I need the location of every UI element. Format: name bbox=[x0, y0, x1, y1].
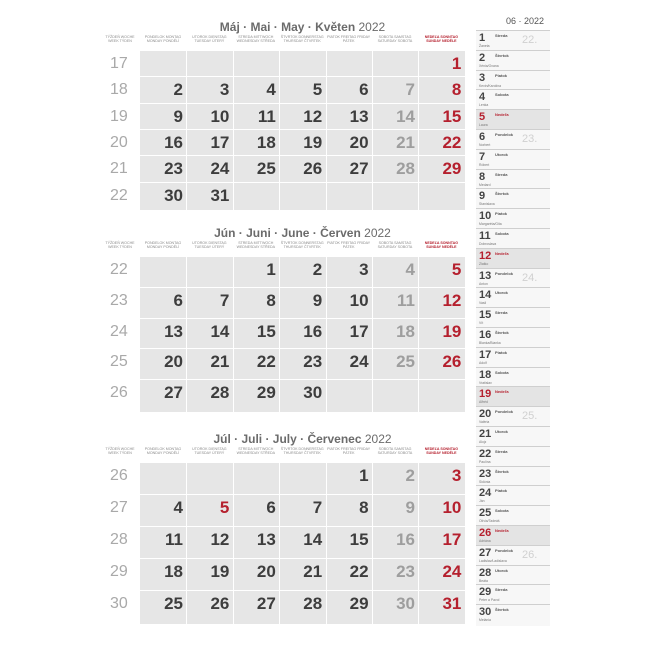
sidebar-weekday: Streda bbox=[495, 171, 508, 177]
day-cell[interactable]: 9 bbox=[173, 106, 183, 126]
sidebar-day-row[interactable] bbox=[476, 386, 550, 406]
day-cell[interactable]: 21 bbox=[303, 562, 323, 581]
sidebar-weekday: Štvrtok bbox=[495, 330, 509, 335]
day-cell[interactable]: 31 bbox=[210, 185, 230, 205]
month-title bbox=[140, 432, 465, 446]
month-year: 2022 bbox=[364, 226, 391, 240]
sidebar-weekday: Piatok bbox=[495, 72, 508, 78]
day-cell[interactable]: 27 bbox=[164, 383, 183, 403]
day-cell[interactable]: 23 bbox=[396, 562, 415, 581]
month-title-text: Júl · Juli · July · Červenec bbox=[213, 432, 365, 446]
day-cell[interactable]: 4 bbox=[266, 80, 276, 100]
sidebar-nameday: Adolf bbox=[479, 360, 487, 365]
week-number: 22 bbox=[110, 261, 128, 278]
week-number: 30 bbox=[110, 595, 128, 612]
grid-line-h bbox=[100, 348, 465, 349]
day-cell[interactable]: 8 bbox=[451, 80, 462, 100]
grid-line-h bbox=[100, 526, 465, 527]
grid-line-h bbox=[100, 50, 465, 51]
sidebar-day-number: 29 bbox=[479, 586, 492, 599]
grid-line-h bbox=[100, 155, 465, 156]
grid-line-h bbox=[100, 182, 465, 183]
day-cell[interactable]: 26 bbox=[303, 159, 323, 179]
sidebar-nameday: Ladislav/Ladislava bbox=[479, 558, 507, 563]
header-mon: PONDELOK MONTAG MONDAY PONDĚLÍ bbox=[144, 241, 182, 250]
day-cell[interactable]: 10 bbox=[442, 498, 462, 517]
day-cell[interactable]: 22 bbox=[256, 352, 276, 372]
day-cell[interactable]: 25 bbox=[396, 352, 415, 372]
day-cell[interactable]: 18 bbox=[164, 562, 183, 581]
month-year: 2022 bbox=[364, 432, 392, 446]
sidebar-nameday: Zlatko bbox=[479, 261, 489, 266]
sidebar-nameday: Laura bbox=[479, 123, 488, 128]
day-cell[interactable]: 28 bbox=[396, 159, 415, 179]
day-cell[interactable]: 6 bbox=[266, 498, 276, 517]
sidebar-week-number: 24. bbox=[522, 271, 538, 284]
sidebar-day-row[interactable] bbox=[476, 70, 550, 90]
sidebar-day-number: 5 bbox=[479, 111, 486, 124]
sidebar-weekday: Piatok bbox=[495, 488, 508, 494]
sidebar-weekday: Utorok bbox=[495, 429, 508, 434]
day-cell[interactable]: 8 bbox=[359, 498, 369, 517]
sidebar-weekday: Pondelok bbox=[495, 409, 514, 415]
grid-line-v bbox=[233, 50, 234, 210]
sidebar-day-row[interactable] bbox=[476, 188, 550, 208]
sidebar-day-row[interactable] bbox=[476, 485, 550, 505]
sidebar-nameday: Ján bbox=[479, 499, 485, 504]
sidebar-weekday: Sobota bbox=[495, 369, 509, 375]
sidebar-day-number: 4 bbox=[479, 91, 486, 104]
day-cell[interactable]: 1 bbox=[266, 260, 276, 279]
day-cell[interactable]: 23 bbox=[164, 159, 183, 179]
day-cell[interactable]: 30 bbox=[164, 185, 183, 205]
header-tue: UTOROK DIENSTAG TUESDAY ÚTERÝ bbox=[192, 241, 227, 250]
sidebar-weekday: Streda bbox=[495, 33, 508, 38]
sidebar-nameday: Alojz bbox=[479, 440, 487, 444]
sidebar-day-row[interactable] bbox=[476, 406, 550, 426]
day-cell[interactable]: 30 bbox=[303, 383, 323, 403]
sidebar-day-row[interactable] bbox=[476, 327, 550, 347]
day-cell[interactable]: 16 bbox=[396, 530, 415, 549]
sidebar-day-number: 16 bbox=[479, 329, 492, 341]
week-number: 28 bbox=[110, 531, 128, 548]
day-cell[interactable]: 24 bbox=[210, 159, 230, 179]
header-tue: UTOROK DIENSTAG TUESDAY ÚTERÝ bbox=[192, 35, 227, 44]
day-cell[interactable]: 5 bbox=[219, 498, 230, 517]
day-cell[interactable]: 16 bbox=[164, 133, 183, 152]
day-cell[interactable]: 20 bbox=[256, 562, 276, 581]
sidebar-weekday: Štvrtok bbox=[495, 52, 509, 58]
day-cell[interactable]: 11 bbox=[165, 530, 183, 549]
sidebar-day-row[interactable] bbox=[476, 525, 550, 545]
sidebar-day-number: 15 bbox=[479, 309, 492, 322]
sidebar-day-row[interactable] bbox=[476, 505, 550, 525]
day-cell[interactable]: 5 bbox=[312, 80, 323, 100]
sidebar-nameday: Vít bbox=[479, 321, 484, 326]
week-number: 27 bbox=[110, 499, 128, 516]
month-year: 2022 bbox=[358, 20, 386, 34]
day-cell[interactable]: 8 bbox=[266, 290, 276, 310]
month-title-text: Máj · Mai · May · Květen bbox=[219, 20, 359, 34]
day-cell[interactable]: 11 bbox=[397, 290, 415, 310]
sidebar-day-number: 30 bbox=[479, 606, 492, 619]
sidebar-weekday: Pondelok bbox=[495, 547, 514, 553]
header-sat: SOBOTA SAMSTAG SATURDAY SOBOTA bbox=[377, 241, 413, 250]
day-cell[interactable]: 24 bbox=[349, 352, 369, 372]
sidebar-weekday: Streda bbox=[495, 587, 508, 593]
day-cell[interactable]: 18 bbox=[256, 133, 276, 152]
header-wed: STREDA MITTWOCH WEDNESDAY STŘEDA bbox=[236, 241, 275, 250]
sidebar-weekday: Utorok bbox=[495, 151, 508, 157]
week-number: 21 bbox=[110, 160, 128, 178]
sidebar-day-number: 17 bbox=[479, 348, 492, 361]
header-sun: NEDEĽA SONNTAG SUNDAY NEDĚLE bbox=[424, 35, 459, 44]
day-cell[interactable]: 19 bbox=[210, 562, 230, 581]
day-cell[interactable]: 17 bbox=[210, 133, 230, 152]
day-cell[interactable]: 20 bbox=[349, 133, 369, 152]
sidebar-nameday: Xénia/Oxana bbox=[479, 63, 499, 68]
sidebar-day-row[interactable] bbox=[476, 268, 550, 288]
day-cell[interactable]: 13 bbox=[349, 106, 369, 126]
sidebar-weekday: Piatok bbox=[495, 211, 508, 217]
sidebar-nameday: Alfréd bbox=[479, 400, 488, 405]
sidebar-weekday: Štvrtok bbox=[495, 607, 509, 613]
day-cell[interactable]: 13 bbox=[256, 530, 276, 549]
sidebar-nameday: Norbert bbox=[479, 143, 491, 147]
day-cell[interactable]: 16 bbox=[303, 321, 323, 341]
day-cell[interactable]: 11 bbox=[257, 106, 276, 126]
day-cell[interactable]: 25 bbox=[164, 594, 183, 613]
day-cell[interactable]: 13 bbox=[164, 321, 183, 341]
grid-line-h bbox=[100, 287, 465, 288]
week-number: 23 bbox=[110, 291, 128, 309]
month-title bbox=[140, 226, 465, 240]
day-cell[interactable]: 28 bbox=[210, 383, 230, 403]
day-cell[interactable]: 2 bbox=[173, 80, 183, 100]
grid-line-h bbox=[100, 256, 465, 257]
day-cell[interactable]: 9 bbox=[405, 498, 415, 517]
day-cell[interactable]: 3 bbox=[359, 260, 369, 279]
sidebar-day-number: 18 bbox=[479, 368, 492, 381]
header-sat: SOBOTA SAMSTAG SATURDAY SOBOTA bbox=[377, 447, 413, 456]
sidebar-weekday: Sobota bbox=[495, 92, 509, 98]
sidebar-day-row[interactable] bbox=[476, 426, 550, 446]
sidebar-day-row[interactable] bbox=[476, 30, 550, 50]
sidebar-day-row[interactable] bbox=[476, 149, 550, 169]
sidebar-day-row[interactable] bbox=[476, 466, 550, 486]
sidebar-weekday: Streda bbox=[495, 448, 508, 454]
week-number: 26 bbox=[110, 467, 128, 484]
sidebar-nameday: Melánia bbox=[479, 618, 491, 623]
header-week: TÝŽDEŇ WOCHE WEEK TÝDEN bbox=[105, 35, 135, 44]
sidebar-header: 06 · 2022 bbox=[506, 16, 545, 26]
sidebar-day-number: 8 bbox=[479, 170, 486, 183]
header-thu: ŠTVRTOK DONNERSTAG THURSDAY ČTVRTEK bbox=[280, 35, 324, 44]
day-cell[interactable]: 24 bbox=[442, 562, 462, 581]
header-sat: SOBOTA SAMSTAG SATURDAY SOBOTA bbox=[377, 35, 413, 44]
sidebar-day-row[interactable] bbox=[476, 228, 550, 248]
header-wed: STREDA MITTWOCH WEDNESDAY STŘEDA bbox=[236, 447, 275, 456]
sidebar-nameday: Sidónia bbox=[479, 479, 491, 484]
grid-line-h bbox=[100, 590, 465, 591]
header-mon: PONDELOK MONTAG MONDAY PONDĚLÍ bbox=[144, 35, 182, 44]
sidebar-nameday: Medard bbox=[479, 182, 491, 187]
month-title bbox=[140, 20, 465, 34]
day-cell[interactable]: 25 bbox=[256, 159, 276, 179]
sidebar-nameday: Stanislava bbox=[479, 202, 495, 207]
day-cell[interactable]: 26 bbox=[442, 352, 462, 372]
sidebar-weekday: Štvrtok bbox=[495, 191, 509, 197]
day-cell[interactable]: 22 bbox=[349, 562, 369, 581]
sidebar-nameday: Róbert bbox=[479, 162, 490, 167]
day-cell[interactable]: 10 bbox=[210, 106, 230, 126]
sidebar bbox=[476, 16, 550, 636]
sidebar-weekday: Piatok bbox=[495, 349, 508, 355]
sidebar-nameday: Margaréta/Gita bbox=[479, 222, 502, 227]
sidebar-day-number: 19 bbox=[479, 388, 492, 401]
day-cell[interactable]: 15 bbox=[349, 530, 369, 549]
sidebar-day-row[interactable] bbox=[476, 248, 550, 268]
day-cell[interactable]: 29 bbox=[349, 594, 369, 613]
sidebar-day-number: 20 bbox=[479, 408, 492, 421]
week-number: 29 bbox=[110, 563, 128, 580]
week-number: 18 bbox=[110, 81, 128, 99]
sidebar-nameday: Kevin/Karolína bbox=[479, 83, 502, 88]
sidebar-day-number: 26 bbox=[479, 527, 492, 539]
grid-line-h bbox=[100, 558, 465, 559]
sidebar-day-row[interactable] bbox=[476, 565, 550, 585]
sidebar-day-number: 6 bbox=[479, 131, 486, 143]
day-cell[interactable]: 6 bbox=[359, 80, 369, 100]
sidebar-week-number: 22. bbox=[522, 34, 538, 46]
sidebar-day-number: 3 bbox=[479, 71, 486, 84]
day-cell[interactable]: 7 bbox=[312, 498, 323, 517]
header-fri: PIATOK FREITAG FRIDAY PÁTEK bbox=[327, 447, 371, 456]
sidebar-day-row[interactable] bbox=[476, 89, 550, 109]
day-cell[interactable]: 27 bbox=[349, 159, 369, 179]
day-cell[interactable]: 19 bbox=[303, 133, 323, 152]
sidebar-nameday: Beáta bbox=[479, 578, 488, 583]
sidebar-nameday: Dobroslava bbox=[479, 242, 497, 246]
sidebar-day-number: 12 bbox=[479, 249, 492, 262]
sidebar-day-row[interactable] bbox=[476, 50, 550, 70]
day-cell[interactable]: 5 bbox=[451, 260, 462, 279]
sidebar-weekday: Nedeľa bbox=[495, 250, 509, 256]
sidebar-day-number: 14 bbox=[479, 289, 492, 302]
sidebar-day-number: 10 bbox=[479, 210, 492, 223]
grid-line-h bbox=[100, 318, 465, 319]
sidebar-week-number: 25. bbox=[522, 410, 538, 423]
sidebar-week-number: 23. bbox=[522, 133, 538, 145]
day-cell[interactable]: 23 bbox=[303, 352, 323, 372]
sidebar-weekday: Pondelok bbox=[495, 270, 514, 276]
day-cell[interactable]: 10 bbox=[349, 290, 369, 310]
sidebar-nameday: Žaneta bbox=[479, 44, 490, 48]
sidebar-weekday: Nedeľa bbox=[495, 389, 509, 395]
grid-line-v bbox=[326, 50, 327, 210]
header-fri: PIATOK FREITAG FRIDAY PÁTEK bbox=[327, 35, 371, 44]
week-number: 20 bbox=[110, 134, 128, 151]
day-cell[interactable]: 12 bbox=[442, 290, 462, 310]
sidebar-day-row[interactable] bbox=[476, 584, 550, 604]
sidebar-weekday: Pondelok bbox=[495, 132, 514, 137]
week-number: 22 bbox=[110, 186, 128, 204]
day-cell[interactable]: 4 bbox=[405, 260, 415, 279]
day-cell[interactable]: 20 bbox=[164, 352, 183, 372]
sidebar-day-row[interactable] bbox=[476, 367, 550, 387]
week-number: 25 bbox=[110, 353, 128, 371]
day-cell[interactable]: 17 bbox=[442, 530, 462, 549]
sidebar-week-number: 26. bbox=[522, 548, 538, 561]
sidebar-nameday: Blanka/Bianka bbox=[479, 341, 501, 345]
day-cell[interactable]: 26 bbox=[210, 594, 230, 613]
sidebar-day-number: 13 bbox=[479, 269, 492, 282]
day-cell[interactable]: 27 bbox=[256, 594, 276, 613]
day-cell[interactable]: 1 bbox=[359, 466, 369, 485]
sidebar-day-number: 21 bbox=[479, 428, 492, 440]
day-cell[interactable]: 15 bbox=[442, 106, 462, 126]
sidebar-day-number: 9 bbox=[479, 190, 486, 203]
header-wed: STREDA MITTWOCH WEDNESDAY STŘEDA bbox=[236, 35, 275, 44]
sidebar-day-row[interactable] bbox=[476, 287, 550, 307]
day-cell[interactable]: 7 bbox=[219, 290, 230, 310]
sidebar-day-row[interactable] bbox=[476, 604, 550, 624]
sidebar-weekday: Štvrtok bbox=[495, 468, 509, 474]
header-week: TÝŽDEŇ WOCHE WEEK TÝDEN bbox=[105, 447, 135, 456]
day-cell[interactable]: 29 bbox=[256, 383, 276, 403]
sidebar-day-number: 22 bbox=[479, 447, 492, 460]
sidebar-day-number: 25 bbox=[479, 507, 492, 520]
sidebar-weekday: Nedeľa bbox=[495, 112, 509, 118]
day-cell[interactable]: 29 bbox=[442, 159, 462, 179]
grid-line-h bbox=[100, 494, 465, 495]
day-cell[interactable]: 21 bbox=[210, 352, 230, 372]
sidebar-nameday: Paulína bbox=[479, 459, 491, 464]
sidebar-nameday: Olívia/Tadeáš bbox=[479, 519, 500, 524]
sidebar-nameday: Vratislav bbox=[479, 380, 492, 385]
sidebar-day-row[interactable] bbox=[476, 446, 550, 466]
week-number: 26 bbox=[110, 384, 128, 402]
sidebar-day-row[interactable] bbox=[476, 307, 550, 327]
sidebar-day-number: 24 bbox=[479, 487, 492, 500]
sidebar-day-number: 1 bbox=[479, 32, 486, 44]
day-cell[interactable]: 2 bbox=[312, 260, 323, 279]
day-cell[interactable]: 3 bbox=[451, 466, 462, 485]
month-title-text: Jún · Juni · June · Červen bbox=[214, 226, 365, 240]
sidebar-nameday: Vasil bbox=[479, 301, 487, 306]
sidebar-nameday: Adriána bbox=[479, 539, 491, 543]
day-cell[interactable]: 28 bbox=[303, 594, 323, 613]
header-thu: ŠTVRTOK DONNERSTAG THURSDAY ČTVRTEK bbox=[280, 241, 324, 250]
sidebar-nameday: Peter a Pavol bbox=[479, 598, 500, 603]
day-cell[interactable]: 3 bbox=[219, 80, 230, 100]
day-cell[interactable]: 2 bbox=[405, 466, 415, 485]
day-cell[interactable]: 30 bbox=[396, 594, 415, 613]
sidebar-nameday: Anton bbox=[479, 281, 488, 286]
sidebar-day-row[interactable] bbox=[476, 347, 550, 367]
grid-line-v bbox=[279, 50, 280, 210]
sidebar-day-row[interactable] bbox=[476, 545, 550, 565]
sidebar-weekday: Utorok bbox=[495, 567, 508, 573]
grid-line-h bbox=[100, 76, 465, 77]
sidebar-day-number: 7 bbox=[479, 150, 486, 163]
day-cell[interactable]: 17 bbox=[349, 321, 369, 341]
grid-line-h bbox=[100, 462, 465, 463]
sidebar-nameday: Lenka bbox=[479, 103, 489, 108]
header-thu: ŠTVRTOK DONNERSTAG THURSDAY ČTVRTEK bbox=[280, 447, 324, 456]
sidebar-day-row[interactable] bbox=[476, 129, 550, 149]
day-cell[interactable]: 7 bbox=[405, 80, 415, 100]
sidebar-day-number: 11 bbox=[479, 230, 491, 242]
day-cell[interactable]: 4 bbox=[173, 498, 183, 517]
sidebar-weekday: Sobota bbox=[495, 508, 509, 514]
week-number: 24 bbox=[110, 322, 128, 340]
day-cell[interactable]: 14 bbox=[396, 106, 415, 126]
sidebar-day-row[interactable] bbox=[476, 169, 550, 189]
grid-line-v bbox=[418, 50, 419, 210]
sidebar-day-number: 27 bbox=[479, 546, 492, 559]
sidebar-weekday: Sobota bbox=[495, 231, 509, 236]
day-cell[interactable]: 1 bbox=[451, 54, 462, 73]
day-cell[interactable]: 19 bbox=[442, 321, 462, 341]
day-cell[interactable]: 12 bbox=[210, 530, 230, 549]
header-week: TÝŽDEŇ WOCHE WEEK TÝDEN bbox=[105, 241, 135, 250]
day-cell[interactable]: 31 bbox=[442, 594, 462, 613]
day-cell[interactable]: 6 bbox=[173, 290, 183, 310]
header-sun: NEDEĽA SONNTAG SUNDAY NEDĚLE bbox=[424, 241, 459, 250]
week-number: 19 bbox=[110, 107, 128, 125]
day-cell[interactable]: 22 bbox=[442, 133, 462, 152]
sidebar-day-number: 23 bbox=[479, 467, 492, 480]
day-cell[interactable]: 14 bbox=[210, 321, 230, 341]
sidebar-day-row[interactable] bbox=[476, 109, 550, 129]
day-cell[interactable]: 18 bbox=[396, 321, 415, 341]
sidebar-day-number: 28 bbox=[479, 566, 492, 579]
day-cell[interactable]: 9 bbox=[312, 290, 323, 310]
week-number: 17 bbox=[110, 55, 128, 72]
grid-line-h bbox=[100, 129, 465, 130]
header-tue: UTOROK DIENSTAG TUESDAY ÚTERÝ bbox=[192, 447, 227, 456]
day-cell[interactable]: 14 bbox=[303, 530, 323, 549]
sidebar-day-number: 2 bbox=[479, 51, 486, 64]
grid-line-v bbox=[372, 50, 373, 210]
sidebar-weekday: Streda bbox=[495, 310, 508, 316]
sidebar-weekday: Nedeľa bbox=[495, 528, 509, 533]
sidebar-nameday: Valéria bbox=[479, 420, 490, 425]
grid-line-h bbox=[100, 103, 465, 104]
sidebar-day-row[interactable] bbox=[476, 208, 550, 228]
header-sun: NEDEĽA SONNTAG SUNDAY NEDĚLE bbox=[424, 447, 459, 456]
day-cell[interactable]: 12 bbox=[303, 106, 323, 126]
day-cell[interactable]: 15 bbox=[256, 321, 276, 341]
header-fri: PIATOK FREITAG FRIDAY PÁTEK bbox=[327, 241, 371, 250]
header-mon: PONDELOK MONTAG MONDAY PONDĚLÍ bbox=[144, 447, 182, 456]
day-cell[interactable]: 21 bbox=[396, 133, 415, 152]
sidebar-weekday: Utorok bbox=[495, 290, 508, 296]
grid-line-h bbox=[100, 379, 465, 380]
